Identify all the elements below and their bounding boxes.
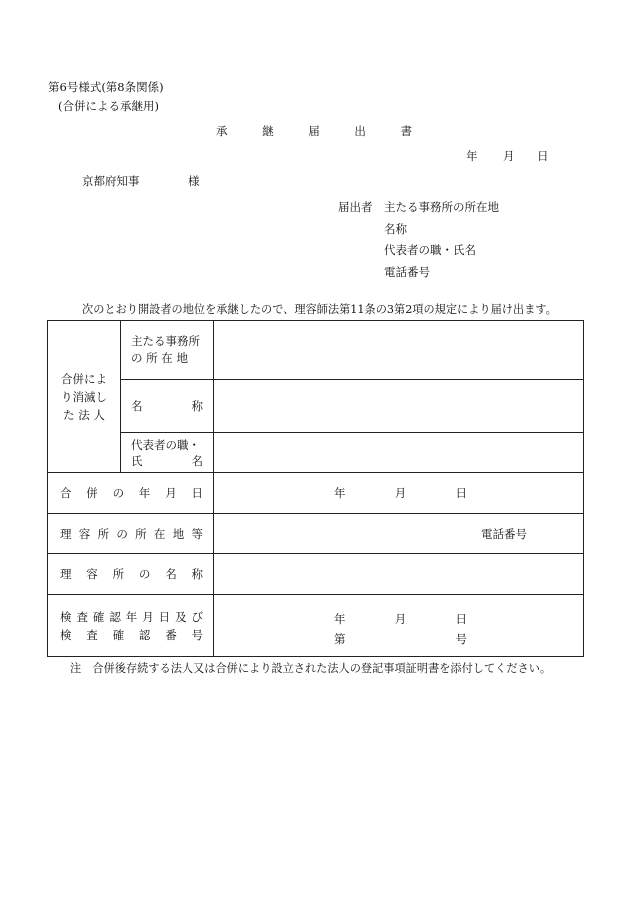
form-subtitle: (合併による承継用) (58, 99, 159, 113)
footnote: 注 合併後存続する法人又は合併により設立された法人の登記事項証明書を添付してください。 (70, 662, 552, 675)
label-char: 等 (191, 526, 203, 541)
date-unit-month: 月 (394, 611, 407, 626)
table-row (48, 595, 584, 657)
label-char: 所 (135, 526, 147, 541)
label-char: 所 (112, 567, 125, 581)
label-char: び (191, 609, 203, 624)
label-char: の (116, 526, 128, 541)
label-char: 理 (60, 567, 72, 581)
label-char: 番 (165, 627, 177, 642)
label-char: 称 (191, 567, 203, 581)
label-char: 氏 (131, 453, 143, 468)
label-char: 検 (60, 627, 72, 642)
intro-statement: 次のとおり開設者の地位を承継したので、理容師法第11条の3第2項の規定により届け出ます。 (82, 303, 557, 316)
date-unit-year: 年 (334, 611, 346, 626)
label-char: 名 (191, 453, 203, 468)
group-label-line: た 法 人 (63, 407, 105, 422)
date-unit-month: 月 (394, 486, 407, 500)
label-char: 併 (86, 486, 98, 500)
label-char: 検 (60, 609, 72, 624)
table-row (48, 473, 584, 514)
label-char: 号 (191, 627, 203, 642)
label-char: 日 (158, 609, 171, 624)
label-char: 日 (191, 486, 203, 500)
table-row (48, 554, 584, 595)
addressee-honorific: 様 (188, 174, 200, 188)
notification-table (47, 320, 584, 657)
label-char: 所 (97, 526, 110, 541)
date-year: 年 (466, 149, 478, 163)
document-title (216, 126, 412, 138)
label-char: 確 (112, 627, 125, 642)
shop-name-label (48, 554, 214, 595)
label-char: 在 (153, 526, 166, 541)
applicant-field-address: 主たる事務所の所在地 (384, 200, 499, 214)
date-unit-day: 日 (455, 611, 467, 626)
representative-field[interactable] (214, 433, 584, 473)
label-char: 名 (165, 567, 177, 581)
label-char: 査 (86, 627, 98, 642)
title-char: 継 (262, 124, 274, 138)
representative-label (121, 433, 214, 473)
title-char: 届 (308, 124, 320, 138)
label-char: 合 (60, 486, 72, 500)
label-line: 主たる事務所 (131, 334, 200, 348)
applicant-label: 届出者 (338, 200, 373, 214)
date-day: 日 (537, 149, 549, 163)
inspection-field[interactable] (214, 595, 584, 657)
phone-label: 電話番号 (481, 526, 527, 541)
number-prefix: 第 (334, 631, 346, 646)
shop-name-field[interactable] (214, 554, 584, 595)
merger-date-field[interactable] (214, 473, 584, 514)
label-char: 容 (78, 526, 91, 541)
addressee-name: 京都府知事 (82, 174, 140, 188)
label-char: 名 (131, 399, 143, 413)
title-char: 書 (400, 124, 412, 138)
label-char: の (138, 567, 151, 581)
label-char: 年 (125, 609, 138, 624)
label-char: 年 (138, 486, 151, 500)
label-char: 称 (191, 399, 203, 413)
label-char: 月 (165, 486, 177, 500)
label-char: 認 (138, 627, 151, 642)
number-suffix: 号 (455, 631, 467, 646)
label-char: 地 (172, 526, 185, 541)
inspection-label (48, 595, 214, 657)
label-char: 容 (86, 567, 98, 581)
corp-name-field[interactable] (214, 380, 584, 433)
date-unit-day: 日 (455, 486, 467, 500)
shop-address-field[interactable] (214, 514, 584, 554)
corp-name-label (121, 380, 214, 433)
applicant-field-name: 名称 (384, 222, 407, 236)
label-char: の (112, 486, 125, 500)
table-row (48, 380, 584, 433)
title-char: 承 (216, 124, 228, 138)
label-char: 確 (92, 609, 105, 624)
merger-date-label (48, 473, 214, 514)
group-label-line: り消滅し (61, 389, 107, 404)
title-char: 出 (354, 124, 366, 138)
label-char: 理 (60, 526, 72, 541)
shop-address-label (48, 514, 214, 554)
date-month: 月 (503, 149, 515, 163)
form-number: 第6号様式(第8条関係) (48, 80, 164, 94)
office-address-label (121, 321, 214, 380)
label-char: 査 (76, 609, 88, 624)
label-char: 及 (175, 609, 187, 624)
label-char: 月 (142, 609, 154, 624)
applicant-field-representative: 代表者の職・氏名 (384, 243, 476, 257)
office-address-field[interactable] (214, 321, 584, 380)
group-label-line: 合併によ (61, 371, 107, 386)
label-char: 認 (109, 609, 121, 624)
label-line: 代表者の職・ (131, 437, 200, 452)
date-unit-year: 年 (334, 486, 346, 500)
applicant-field-phone: 電話番号 (384, 265, 430, 279)
dissolved-corp-label (48, 321, 121, 473)
table-row (48, 514, 584, 554)
table-row (48, 321, 584, 380)
label-line: の 所 在 地 (131, 351, 188, 365)
table-row (48, 433, 584, 473)
